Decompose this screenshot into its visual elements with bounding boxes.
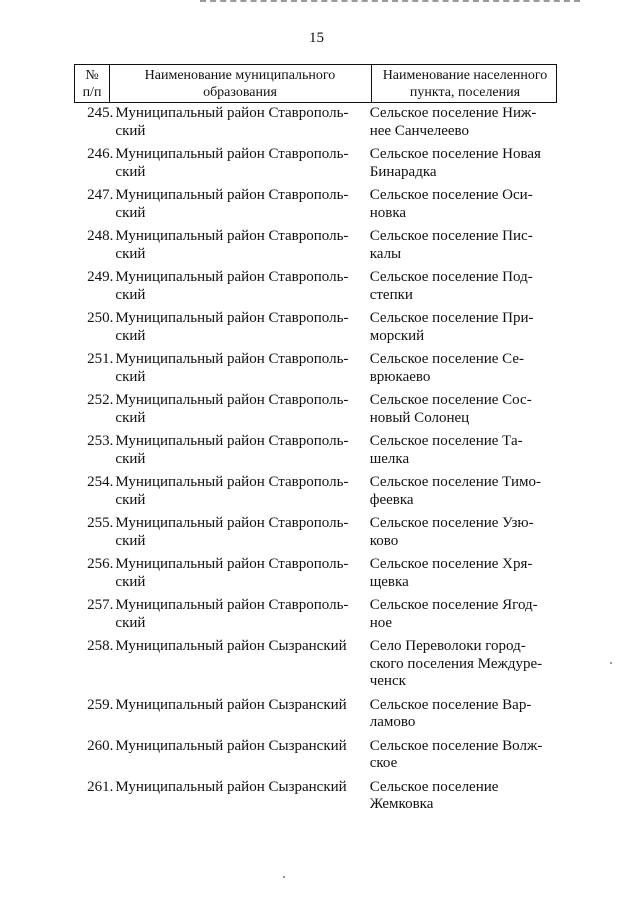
row-number: 255. bbox=[87, 515, 114, 531]
table-row bbox=[74, 146, 557, 181]
row-number: 254. bbox=[87, 474, 114, 490]
municipality-name: Муниципальный район Ставрополь- ский bbox=[115, 351, 349, 385]
settlement-name: Сельское поселение Жемковка bbox=[369, 778, 499, 812]
settlement-name: Сельское поселение Под- степки bbox=[369, 269, 533, 303]
table-row bbox=[74, 697, 557, 732]
row-number: 249. bbox=[87, 269, 114, 285]
table-row bbox=[74, 638, 557, 691]
settlement-name: Сельское поселение Новая Бинарадка bbox=[369, 146, 541, 180]
municipality-name: Муниципальный район Ставрополь- ский bbox=[115, 269, 349, 303]
table-row bbox=[74, 738, 557, 773]
settlement-name: Сельское поселение Вар- ламово bbox=[369, 696, 532, 730]
row-number: 257. bbox=[87, 597, 114, 613]
table-row bbox=[74, 105, 557, 140]
row-number: 251. bbox=[87, 351, 114, 367]
header-col-municipality: Наименование муниципального образования bbox=[144, 68, 336, 100]
header-col-settlement: Наименование населенного пункта, поселения bbox=[382, 68, 548, 100]
table-row bbox=[74, 187, 557, 222]
row-number: 253. bbox=[87, 433, 114, 449]
table-row bbox=[74, 310, 557, 345]
scan-speck bbox=[610, 662, 612, 664]
settlement-name: Сельское поселение Та- шелка bbox=[369, 433, 523, 467]
table-body bbox=[74, 105, 557, 814]
municipality-name: Муниципальный район Ставрополь- ский bbox=[115, 105, 349, 139]
municipality-name: Муниципальный район Сызранский bbox=[115, 737, 347, 754]
municipality-name: Муниципальный район Ставрополь- ский bbox=[115, 556, 349, 590]
header-col-number: № п/п bbox=[82, 68, 102, 100]
table-row bbox=[74, 351, 557, 386]
settlement-name: Сельское поселение Тимо- феевка bbox=[369, 474, 541, 508]
table-row bbox=[74, 597, 557, 632]
scan-top-border bbox=[200, 0, 580, 4]
municipality-name: Муниципальный район Ставрополь- ский bbox=[115, 228, 349, 262]
row-number: 259. bbox=[87, 696, 114, 713]
settlement-name: Сельское поселение При- морский bbox=[369, 310, 534, 344]
settlement-name: Сельское поселение Узю- ково bbox=[369, 515, 534, 549]
settlement-name: Сельское поселение Ниж- нее Санчелеево bbox=[369, 105, 537, 139]
settlements-table bbox=[74, 64, 557, 820]
settlement-name: Сельское поселение Волж- ское bbox=[369, 737, 543, 771]
table-row bbox=[74, 474, 557, 509]
row-number: 247. bbox=[87, 187, 114, 203]
table-row bbox=[74, 228, 557, 263]
municipality-name: Муниципальный район Ставрополь- ский bbox=[115, 474, 349, 508]
row-number: 246. bbox=[87, 146, 114, 162]
row-number: 261. bbox=[87, 778, 114, 795]
settlement-name: Сельское поселение Оси- новка bbox=[369, 187, 533, 221]
row-number: 256. bbox=[87, 556, 114, 572]
settlement-name: Сельское поселение Ягод- ное bbox=[369, 597, 538, 631]
row-number: 248. bbox=[87, 228, 114, 244]
municipality-name: Муниципальный район Ставрополь- ский bbox=[115, 146, 349, 180]
table-row bbox=[74, 556, 557, 591]
settlement-name: Село Переволоки город- ского поселения Междуре- ченск bbox=[369, 638, 543, 689]
table-row bbox=[74, 433, 557, 468]
table-header bbox=[74, 64, 557, 103]
municipality-name: Муниципальный район Ставрополь- ский bbox=[115, 515, 349, 549]
table-row bbox=[74, 269, 557, 304]
municipality-name: Муниципальный район Ставрополь- ский bbox=[115, 433, 349, 467]
row-number: 250. bbox=[87, 310, 114, 326]
row-number: 258. bbox=[87, 638, 114, 654]
row-number: 245. bbox=[87, 105, 114, 121]
municipality-name: Муниципальный район Ставрополь- ский bbox=[115, 187, 349, 221]
settlement-name: Сельское поселение Се- врюкаево bbox=[369, 351, 525, 385]
table-row bbox=[74, 779, 557, 814]
municipality-name: Муниципальный район Ставрополь- ский bbox=[115, 597, 349, 631]
page-number: 15 bbox=[309, 30, 324, 46]
municipality-name: Муниципальный район Сызранский bbox=[115, 696, 347, 713]
settlement-name: Сельское поселение Хря- щевка bbox=[369, 556, 533, 590]
settlement-name: Сельское поселение Пис- калы bbox=[369, 228, 533, 262]
row-number: 260. bbox=[87, 737, 114, 754]
row-number: 252. bbox=[87, 392, 114, 408]
scan-speck bbox=[283, 876, 285, 878]
municipality-name: Муниципальный район Сызранский bbox=[115, 638, 347, 654]
table-row bbox=[74, 392, 557, 427]
table-row bbox=[74, 515, 557, 550]
municipality-name: Муниципальный район Ставрополь- ский bbox=[115, 310, 349, 344]
settlement-name: Сельское поселение Сос- новый Солонец bbox=[369, 392, 532, 426]
municipality-name: Муниципальный район Ставрополь- ский bbox=[115, 392, 349, 426]
municipality-name: Муниципальный район Сызранский bbox=[115, 778, 347, 795]
